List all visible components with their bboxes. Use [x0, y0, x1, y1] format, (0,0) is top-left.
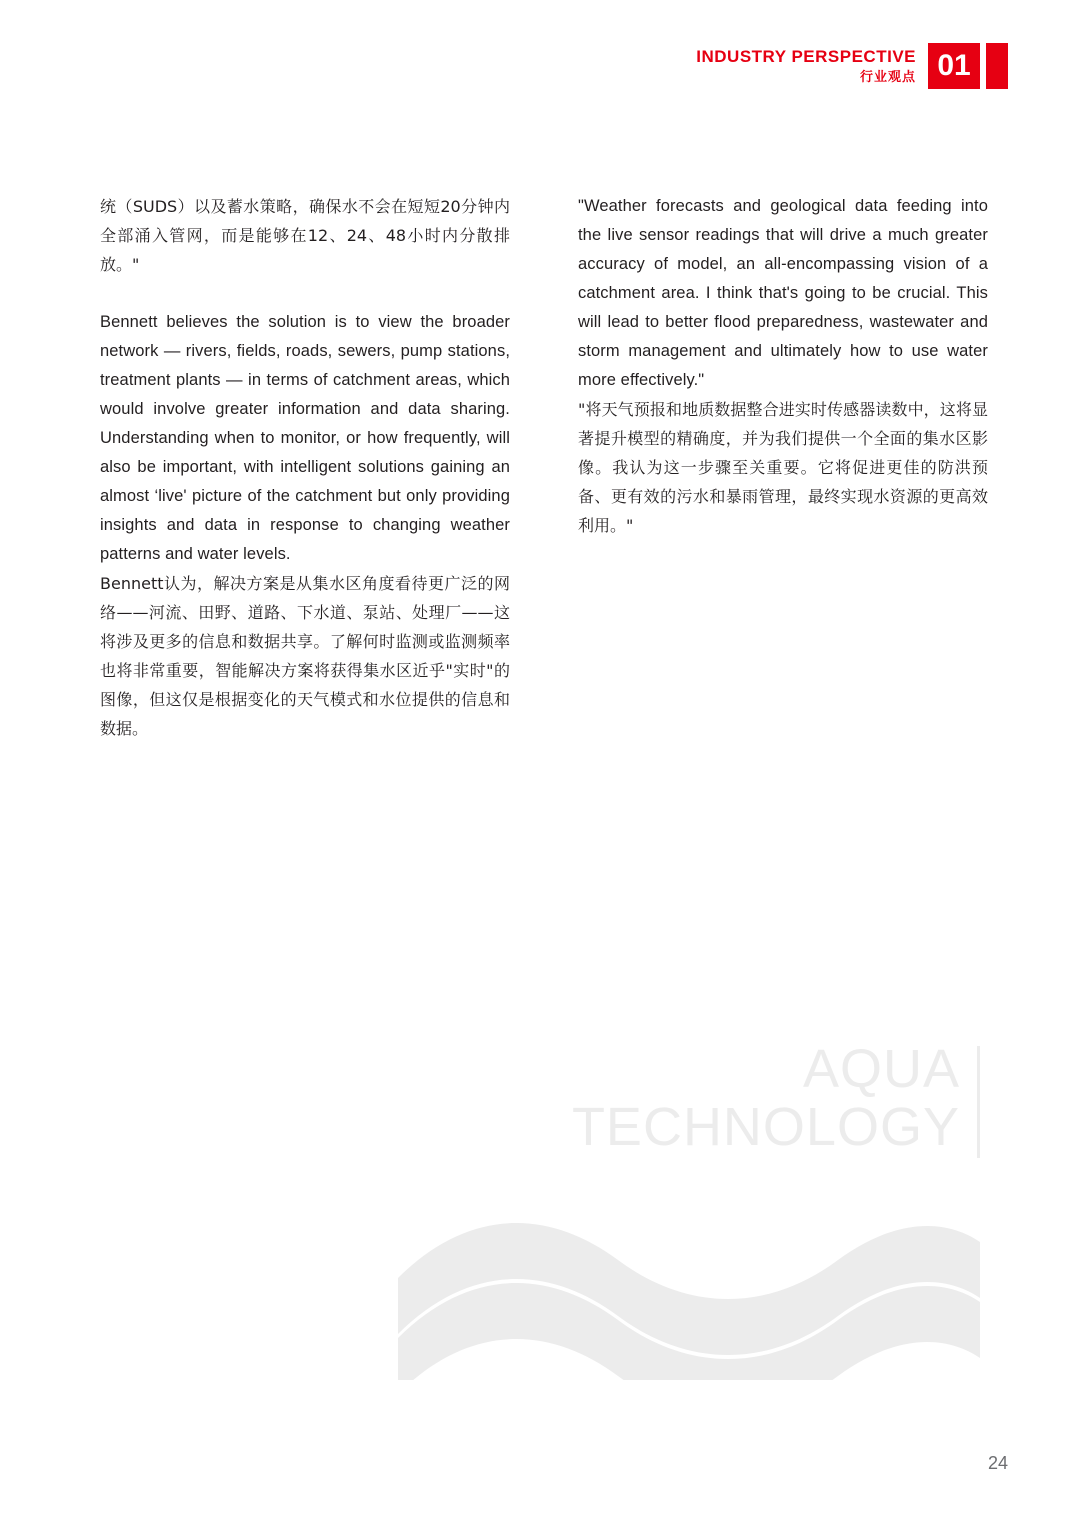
paragraph-spacer	[100, 279, 510, 308]
header-accent-bar	[986, 43, 1008, 89]
paragraph: "Weather forecasts and geological data feeding into the live sensor readings that will drive a much greater accuracy of model, an all-encompassing vision of a catchment area. I think that's going to be crucial. This will lead to better flood preparedness, wastewater and storm management and ultimately how to use water more effectively."	[578, 197, 988, 389]
watermark-aqua-technology	[560, 1040, 980, 1156]
header-titles	[696, 48, 916, 83]
paragraph: "将天气预报和地质数据整合进实时传感器读数中，这将显著提升模型的精确度，并为我们提供一个全面的集水区影像。我认为这一步骤至关重要。它将促进更佳的防洪预备、更有效的污水和暴雨管理，最终实现水资源的更高效利用。"	[578, 400, 988, 535]
left-text-column	[100, 192, 510, 743]
watermark-line-1: AQUA	[802, 1039, 960, 1099]
page-number: 24	[987, 1453, 1008, 1473]
paragraph: Bennett believes the solution is to view the broader network — rivers, fields, roads, sewers, pump stations, treatment plants — in terms of catchment areas, which would involve greater information and data sharing. Understanding when to monitor, or how frequently, will also be important, with intelligent solutions gaining an almost ‘live' picture of the catchment but only providing insights and data in response to changing weather patterns and water levels.	[100, 313, 510, 563]
wave-graphic-icon	[398, 1220, 980, 1380]
header-title-cn: 行业观点	[859, 69, 916, 85]
header-title-en: INDUSTRY PERSPECTIVE	[696, 47, 916, 67]
paragraph: Bennett认为，解决方案是从集水区角度看待更广泛的网络——河流、田野、道路、下水道、泵站、处理厂——这将涉及更多的信息和数据共享。了解何时监测或监测频率也将非常重要，智能解决方案将获得集水区近乎"实时"的图像，但这仅是根据变化的天气模式和水位提供的信息和数据。	[100, 574, 510, 738]
page-header	[696, 42, 1008, 90]
paragraph: 统（SUDS）以及蓄水策略，确保水不会在短短20分钟内全部涌入管网，而是能够在12、24、48小时内分散排放。"	[100, 197, 510, 274]
watermark-line-2: TECHNOLOGY	[571, 1097, 960, 1157]
section-number-badge: 01	[928, 43, 980, 89]
watermark-divider	[977, 1046, 980, 1158]
right-text-column	[578, 192, 988, 540]
